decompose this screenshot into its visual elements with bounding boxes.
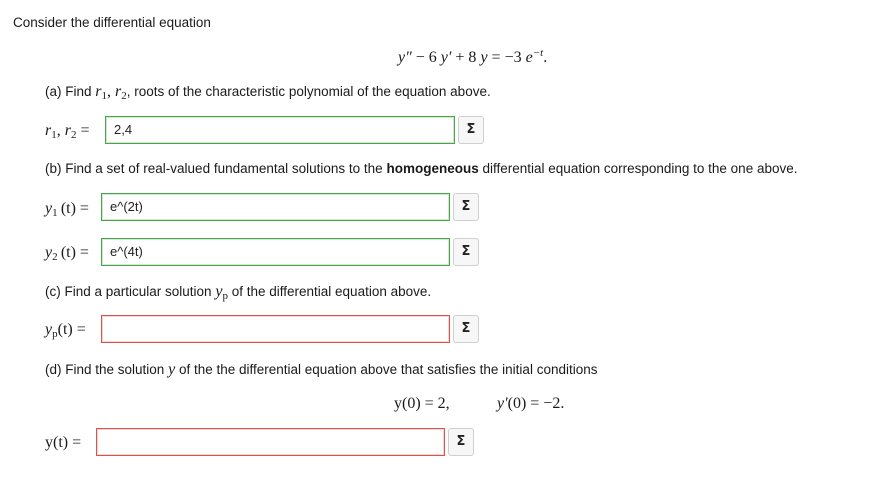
yp-sigma-button[interactable]: Σ: [453, 315, 479, 343]
eq-rhs: = −3: [487, 49, 522, 66]
eq-period: .: [543, 49, 548, 66]
eq-y-prime: y′: [440, 49, 452, 66]
y2-sigma-button[interactable]: Σ: [453, 238, 479, 266]
part-a-prefix: (a) Find: [45, 84, 92, 99]
part-a-suffix: , roots of the characteristic polynomial of the equation above.: [126, 84, 491, 99]
y2-input[interactable]: e^(4t): [101, 238, 450, 266]
y-solution-sigma-button[interactable]: Σ: [448, 428, 474, 456]
initial-condition-2: [497, 395, 564, 413]
yp-label-rest: (t) =: [57, 321, 86, 338]
part-c-question: (c) Find a particular solution $y_p$ of the differential equation above.: [45, 283, 432, 302]
yp-label: $y_p(t)$ =: [45, 321, 86, 340]
eq-term-1: − 6: [411, 49, 437, 66]
y1-input[interactable]: e^(2t): [101, 193, 450, 221]
part-b-question: [45, 161, 797, 176]
yp-label-y: y: [45, 321, 53, 338]
part-b-suffix: differential equation corresponding to the one above.: [482, 161, 798, 176]
differential-equation: [398, 47, 547, 67]
roots-input[interactable]: 2,4: [105, 116, 455, 144]
y1-label-y: y: [45, 200, 53, 217]
intro-text: Consider the differential equation: [13, 15, 211, 30]
y1-label-rest: (t) =: [60, 200, 89, 217]
initial-condition-1: y(0) = 2,: [394, 395, 450, 412]
part-d-prefix: (d) Find the solution: [45, 362, 165, 377]
part-b-prefix: (b) Find a set of real-valued fundamental solutions to the: [45, 161, 383, 176]
ic2-rest: (0) = −2.: [507, 395, 565, 412]
eq-term-2: + 8: [451, 49, 477, 66]
part-d-suffix: of the the differential equation above that satisfies the initial conditions: [178, 362, 598, 377]
part-d-question: [45, 361, 597, 379]
part-a-r1-sub: 1: [101, 90, 108, 102]
part-c-yp: y: [215, 283, 223, 300]
y-solution-input[interactable]: [96, 428, 445, 456]
y2-label-y: y: [45, 244, 53, 261]
label-r1: r: [45, 122, 52, 139]
eq-exponent: −t: [532, 47, 544, 59]
eq-y-double-prime: y″: [398, 49, 412, 66]
yp-input[interactable]: [101, 315, 450, 343]
part-a-r2-sub: 2: [121, 90, 127, 102]
label-eq: =: [76, 122, 90, 139]
y1-label: $y_1$ (t) =: [45, 200, 89, 219]
part-a-r1: r: [95, 83, 102, 100]
part-c-suffix: of the differential equation above.: [231, 284, 432, 299]
y1-sigma-button[interactable]: Σ: [453, 193, 479, 221]
eq-y: y: [480, 49, 488, 66]
part-b-bold: homogeneous: [386, 161, 479, 176]
y-label: y(t) =: [45, 434, 82, 451]
y2-label: $y_2$ (t) =: [45, 244, 89, 263]
eq-e: e: [525, 49, 533, 66]
part-d-y: y: [168, 361, 176, 378]
roots-sigma-button[interactable]: Σ: [458, 116, 484, 144]
y2-label-rest: (t) =: [60, 244, 89, 261]
part-a-r2: r: [115, 83, 122, 100]
part-a-question: (a) Find $r_1$, $r_2$, roots of the characteristic polynomial of the equation above.: [45, 83, 491, 102]
label-r2: r: [64, 122, 71, 139]
part-a-answer-label: $r_1$, $r_2$ =: [45, 122, 90, 141]
part-c-prefix: (c) Find a particular solution: [45, 284, 212, 299]
ic2-y-prime: y′: [497, 395, 508, 412]
